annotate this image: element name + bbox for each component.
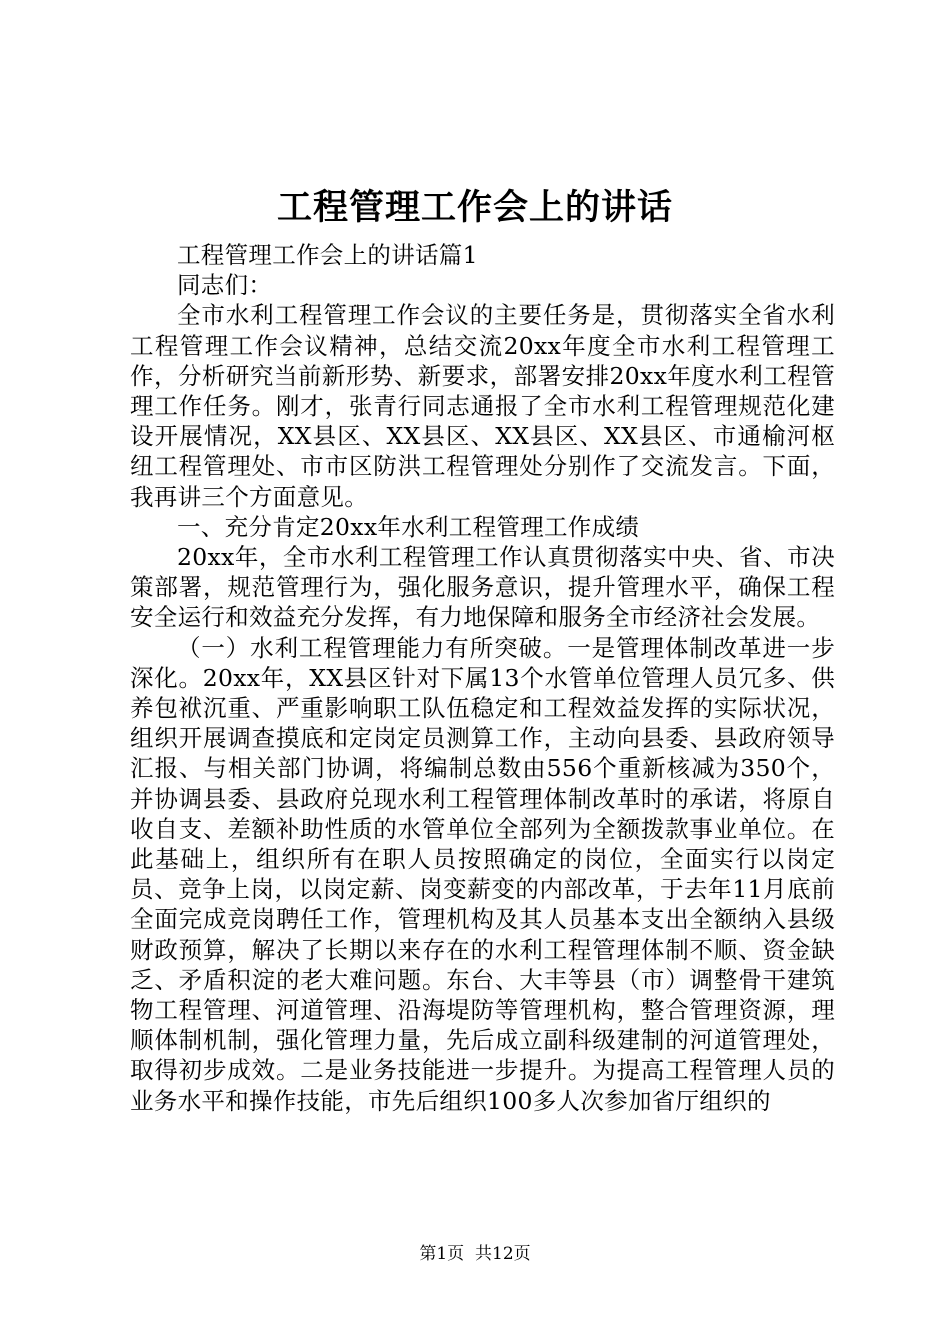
page-footer	[0, 1243, 950, 1265]
paragraph: 全市水利工程管理工作会议的主要任务是，贯彻落实全省水利工程管理工作会议精神，总结交流20xx年度全市水利工程管理工作，分析研究当前新形势、新要求，部署安排20xx年度水利工程管理工作任务。刚才，张青行同志通报了全市水利工程管理规范化建设开展情况，XX县区、XX县区、XX县区、XX县区、市通榆河枢纽工程管理处、市市区防洪工程管理处分别作了交流发言。下面，我再讲三个方面意见。	[130, 301, 835, 511]
page-number: 第1页	[419, 1244, 465, 1264]
document-title: 工程管理工作会上的讲话	[276, 187, 673, 228]
salutation: 同志们：	[177, 271, 273, 300]
document-body	[130, 240, 835, 1116]
paragraph: （一）水利工程管理能力有所突破。一是管理体制改革进一步深化。20xx年，XX县区针对下属13个水管单位管理人员冗多、供养包袱沉重、严重影响职工队伍稳定和工程效益发挥的实际状况，组织开展调查摸底和定岗定员测算工作，主动向县委、县政府领导汇报、与相关部门协调，将编制总数由556个重新核减为350个，并协调县委、县政府兑现水利工程管理体制改革时的承诺，将原自收自支、差额补助性质的水管单位全部列为全额拨款事业单位。在此基础上，组织所有在职人员按照确定的岗位，全面实行以岗定员、竞争上岗，以岗定薪、岗变薪变的内部改革，于去年11月底前全面完成竞岗聘任工作，管理机构及其人员基本支出全额纳入县级财政预算，解决了长期以来存在的水利工程管理体制不顺、资金缺乏、矛盾积淀的老大难问题。东台、大丰等县（市）调整骨干建筑物工程管理、河道管理、沿海堤防等管理机构，整合管理资源，理顺体制机制，强化管理力量，先后成立副科级建制的河道管理处，取得初步成效。二是业务技能进一步提升。为提高工程管理人员的业务水平和操作技能，市先后组织100多人次参加省厅组织的	[130, 633, 835, 1115]
section-heading: 工程管理工作会上的讲话篇1	[177, 241, 478, 269]
subheading: 一、充分肯定20xx年水利工程管理工作成绩	[177, 512, 640, 541]
paragraph: 20xx年，全市水利工程管理工作认真贯彻落实中央、省、市决策部署，规范管理行为，强化服务意识，提升管理水平，确保工程安全运行和效益充分发挥，有力地保障和服务全市经济社会发展。	[130, 543, 835, 632]
page-total: 共12页	[475, 1244, 531, 1264]
